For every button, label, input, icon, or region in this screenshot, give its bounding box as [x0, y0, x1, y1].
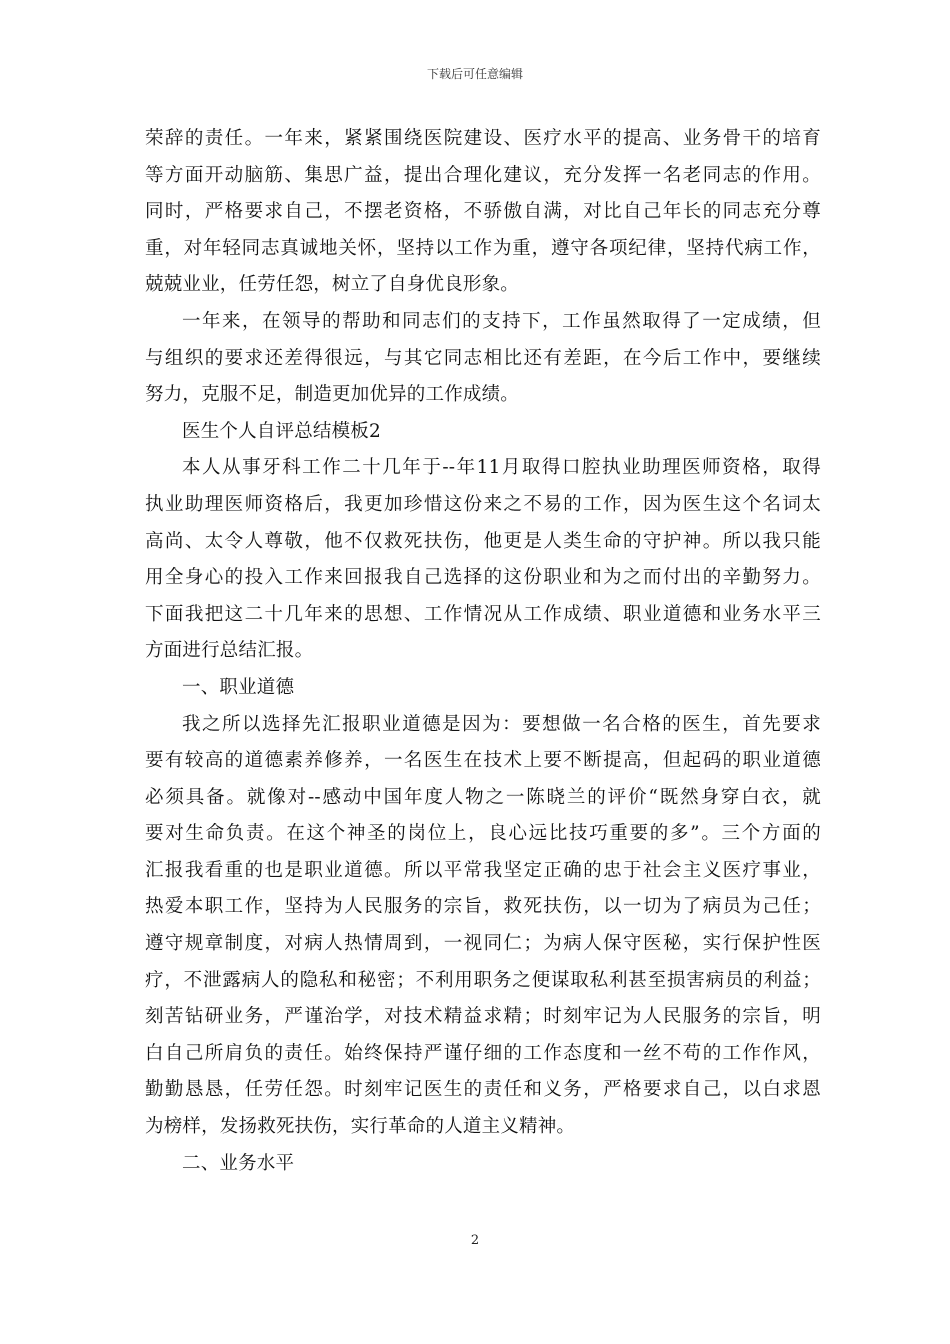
text-line: 刻苦钻研业务，严谨治学，对技术精益求精；时刻牢记为人民服务的宗旨，明: [145, 1006, 821, 1028]
text-line: 重，对年轻同志真诚地关怀，坚持以工作为重，遵守各项纪律，坚持代病工作，: [145, 237, 821, 259]
text-line: 兢兢业业，任劳任怨，树立了自身优良形象。: [145, 274, 520, 296]
paragraph-ethics: [145, 707, 821, 1146]
page-header: 下载后可任意编辑: [426, 67, 523, 81]
paragraph-intro-continuation: [145, 121, 821, 304]
text-line: 一、职业道德: [182, 676, 295, 698]
text-line: 要有较高的道德素养修养，一名医生在技术上要不断提高，但起码的职业道德: [145, 750, 821, 772]
text-line: 医生个人自评总结模板2: [182, 420, 381, 442]
text-line: 疗，不泄露病人的隐私和秘密；不利用职务之便谋取私利甚至损害病员的利益；: [145, 969, 821, 991]
text-line: 执业助理医师资格后，我更加珍惜这份来之不易的工作，因为医生这个名词太: [145, 493, 821, 515]
text-line: 我之所以选择先汇报职业道德是因为：要想做一名合格的医生，首先要求: [182, 713, 821, 735]
paragraph-summary: [145, 304, 821, 414]
text-line: 要对生命负责。在这个神圣的岗位上，良心远比技巧重要的多”。三个方面的: [145, 823, 821, 845]
text-line: 等方面开动脑筋、集思广益，提出合理化建议，充分发挥一名老同志的作用。: [145, 164, 821, 186]
text-line: 方面进行总结汇报。: [145, 640, 314, 662]
heading-professional-level: [145, 1146, 821, 1183]
section-title: [145, 414, 821, 451]
text-line: 与组织的要求还差得很远，与其它同志相比还有差距，在今后工作中，要继续: [145, 347, 821, 369]
text-line: 白自己所肩负的责任。始终保持严谨仔细的工作态度和一丝不苟的工作作风，: [145, 1042, 821, 1064]
text-line: 努力，克服不足，制造更加优异的工作成绩。: [145, 384, 520, 406]
text-line: 同时，严格要求自己，不摆老资格，不骄傲自满，对比自己年长的同志充分尊: [145, 201, 821, 223]
heading-professional-ethics: [145, 670, 821, 707]
paragraph-background: [145, 450, 821, 670]
document-body: [145, 121, 821, 1182]
text-line: 遵守规章制度，对病人热情周到，一视同仁；为病人保守医秘，实行保护性医: [145, 933, 821, 955]
page-number: 2: [470, 1233, 480, 1248]
text-line: 勤勤恳恳，任劳任怨。时刻牢记医生的责任和义务，严格要求自己，以白求恩: [145, 1079, 821, 1101]
text-line: 下面我把这二十几年来的思想、工作情况从工作成绩、职业道德和业务水平三: [145, 603, 821, 625]
text-line: 一年来，在领导的帮助和同志们的支持下，工作虽然取得了一定成绩，但: [182, 310, 821, 332]
text-line: 本人从事牙科工作二十几年于--年11月取得口腔执业助理医师资格，取得: [182, 457, 821, 479]
text-line: 高尚、太令人尊敬，他不仅救死扶伤，他更是人类生命的守护神。所以我只能: [145, 530, 821, 552]
text-line: 为榜样，发扬救死扶伤，实行革命的人道主义精神。: [145, 1116, 576, 1138]
text-line: 必须具备。就像对--感动中国年度人物之一陈晓兰的评价“既然身穿白衣，就: [145, 786, 821, 808]
text-line: 用全身心的投入工作来回报我自己选择的这份职业和为之而付出的辛勤努力。: [145, 567, 821, 589]
text-line: 荣辞的责任。一年来，紧紧围绕医院建设、医疗水平的提高、业务骨干的培育: [145, 128, 821, 149]
text-line: 热爱本职工作，坚持为人民服务的宗旨，救死扶伤，以一切为了病员为己任；: [145, 896, 821, 918]
text-line: 汇报我看重的也是职业道德。所以平常我坚定正确的忠于社会主义医疗事业，: [145, 859, 821, 881]
text-line: 二、业务水平: [182, 1152, 295, 1174]
